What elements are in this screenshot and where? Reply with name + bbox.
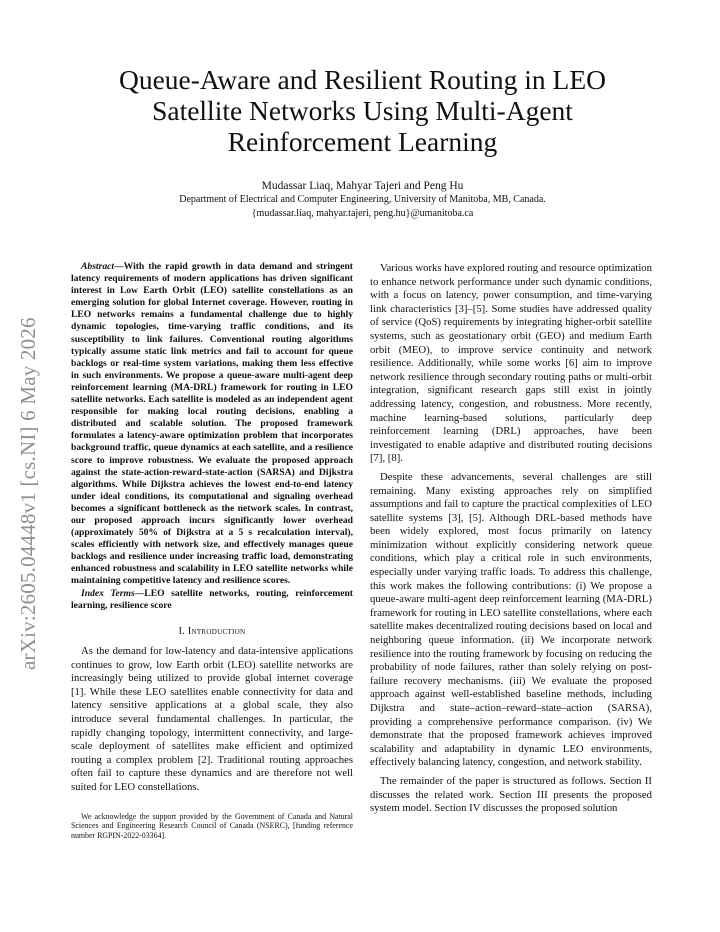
index-terms-text: —LEO satellite networks, routing, reinforcement learning, resilience score (71, 587, 353, 611)
intro-paragraph: As the demand for low-latency and data-intensive applications continues to grow, low Earth orbit (LEO) satellite networks are increasingly being utilized to provide global internet coverage [1]. While these LEO satellites enable connectivity for data and latency sensitive applications at a global scale, they also introduce several fundamental challenges. In particular, the rapidly changing topology, intermittent connectivity, and large-scale deployment of satellites make efficient and optimized routing a complex problem [2]. Traditional routing approaches often fail to capture these dynamics and are therefore not well suited for LEO constellations. (71, 645, 353, 793)
arxiv-sidebar-stamp (14, 262, 42, 670)
body-paragraph: The remainder of the paper is structured as follows. Section II discusses the related work. Section III presents the proposed system model. Section IV discusses the proposed solution (370, 774, 652, 815)
abstract-label: Abstract (81, 261, 115, 272)
right-column (370, 262, 652, 821)
abstract-text: —With the rapid growth in data demand and stringent latency requirements of modern applications has driven significant interest in Low Earth Orbit (LEO) satellite constellations as an emerging solution for global Internet coverage. However, routing in LEO networks remains a fundamental challenge due to highly dynamic topologies, time-varying traffic conditions, and its susceptibility to link failures. Conventional routing algorithms typically assume static link metrics and fail to account for queue backlogs or real-time system variations, making them less effective in such environments. We propose a queue-aware multi-agent deep reinforcement learning (MA-DRL) framework for routing in LEO satellite networks. Each satellite is modeled as an independent agent responsible for making local routing decisions, enabling a distributed and scalable solution. The proposed framework formulates a latency-aware optimization problem that incorporates background traffic, queue dynamics at each satellite, and a resilience score to improve robustness. We evaluate the proposed approach against the state-action-reward-state-action (SARSA) and Dijkstra algorithms. While Dijkstra achieves the lowest end-to-end latency under ideal conditions, its computational and signaling overhead becomes a significant bottleneck as the network scales. In contrast, our proposed approach incurs significantly lower overhead (approximately 50% of Dijkstra at a 5 s recalculation interval), scales efficiently with network size, and effectively manages queue backlogs and resilience under increasing traffic load, demonstrating enhanced robustness and scalability in LEO satellite networks while maintaining competitive latency and resilience scores. (71, 261, 353, 587)
left-column (71, 261, 353, 795)
author-list: Mudassar Liaq, Mahyar Tajeri and Peng Hu (261, 180, 464, 192)
index-terms-label: Index Terms (81, 587, 135, 599)
arxiv-identifier: arXiv:2605.04448v1 [cs.NI] 6 May 2026 (16, 317, 40, 670)
body-paragraph: Despite these advancements, several challenges are still remaining. Many existing approaches rely on simplified assumptions and fail to capture the practical complexities of LEO satellite systems [3], [5]. Although DRL-based methods have been widely explored, most focus primarily on latency minimization without explicitly considering network queue conditions, which play a critical role in such environments, especially under varying traffic loads. To address this challenge, this work makes the following contributions: (i) We propose a queue-aware multi-agent deep reinforcement learning (MA-DRL) framework for routing in LEO satellite constellations, where each satellite makes decentralized routing decisions based on local and neighboring queue information. (ii) We incorporate network resilience into the routing framework by focusing on reducing the probability of node failures, rather than solely relying on post-failure recovery mechanisms. (iii) We evaluate the proposed approach against well-established baseline methods, including Dijkstra and state–action–reward–state–action (SARSA), providing a comprehensive performance comparison. (iv) We demonstrate that the proposed framework achieves improved scalability and adaptability in dynamic LEO environments, effectively balancing latency, congestion, and network stability. (370, 470, 652, 769)
author-affiliation: Department of Electrical and Computer Engineering, University of Manitoba, MB, Canada. (179, 194, 546, 205)
body-paragraph: Various works have explored routing and resource optimization to enhance network performance under such dynamic conditions, with a focus on latency, power consumption, and time-varying link characteristics [3]–[5]. Some studies have addressed quality of service (QoS) requirements by integrating higher-orbit satellite systems, such as geostationary orbit (GEO) and medium Earth orbit (MEO), to improve service continuity and network resilience. Additionally, while some works [6] aim to improve network resilience through secondary routing paths or multi-orbit integration, significant research gaps still exist in jointly addressing latency, congestion, and robustness. More recently, machine learning-based solutions, particularly deep reinforcement learning (DRL) approaches, have been investigated to enable adaptive and distributed routing decisions [7], [8]. (370, 262, 652, 465)
index-terms (71, 588, 353, 612)
funding-footnote: We acknowledge the support provided by the Government of Canada and Natural Sciences and Engineering Research Council of Canada (NSERC), [funding reference number RGPIN-2022-03364]. (71, 812, 353, 840)
section-heading-introduction: I. Introduction (178, 625, 246, 637)
paper-title: Queue-Aware and Resilient Routing in LEO Satellite Networks Using Multi-Agent Reinforcement Learning (118, 64, 606, 157)
abstract (71, 261, 353, 588)
author-emails: {mudassar.liaq, mahyar.tajeri, peng.hu}@umanitoba.ca (251, 208, 474, 219)
